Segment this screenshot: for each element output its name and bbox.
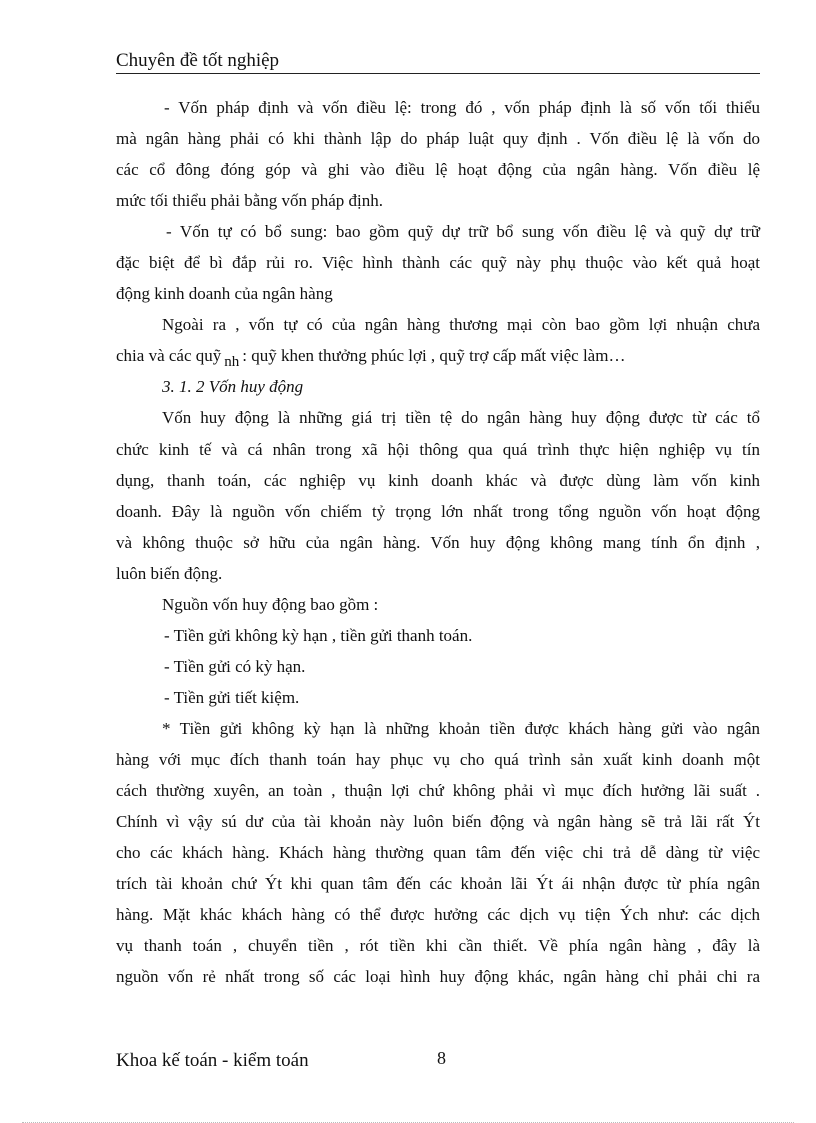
running-header: Chuyên đề tốt nghiệp	[116, 50, 280, 71]
list-item: - Tiền gửi có kỳ hạn.	[164, 656, 306, 676]
paragraph-line: mà ngân hàng phải có khi thành lập do pháp luật quy định . Vốn điều lệ là vốn do	[116, 129, 760, 149]
paragraph-line: dụng, thanh toán, các nghiệp vụ kinh doanh khác và được dùng làm vốn kinh	[116, 470, 760, 490]
paragraph-line: - Vốn tự có bổ sung: bao gồm quỹ dự trữ bổ sung vốn điều lệ và quỹ dự trữ	[166, 222, 760, 242]
line-text: : quỹ khen thưởng phúc lợi , quỹ trợ cấp mất việc làm…	[242, 346, 626, 366]
paragraph-line: đặc biệt để bì đắp rủi ro. Việc hình thành các quỹ này phụ thuộc vào kết quả hoạt	[116, 253, 760, 273]
paragraph-line: - Vốn pháp định và vốn điều lệ: trong đó , vốn pháp định là số vốn tối thiểu	[164, 98, 760, 117]
footer-department: Khoa kế toán - kiểm toán	[116, 1050, 309, 1071]
document-body	[116, 92, 760, 992]
paragraph-line: và không thuộc sở hữu của ngân hàng. Vốn huy động không mang tính ổn định ,	[116, 532, 760, 552]
section-heading: 3. 1. 2 Vốn huy động	[162, 377, 304, 397]
paragraph-line: Vốn huy động là những giá trị tiền tệ do ngân hàng huy động được từ các tổ	[162, 408, 760, 428]
paragraph-line: Chính vì vậy sú dư của tài khoản này luôn biến động và ngân hàng sẽ trả lãi rất Ýt	[116, 812, 760, 832]
paragraph-line: cách thường xuyên, an toàn , thuận lợi chứ không phải vì mục đích hưởng lãi suất .	[116, 781, 760, 801]
paragraph-line: động kinh doanh của ngân hàng	[116, 284, 333, 304]
paragraph-line: vụ thanh toán , chuyển tiền , rót tiền khi cần thiết. Về phía ngân hàng , đây là	[116, 936, 760, 956]
paragraph-line: * Tiền gửi không kỳ hạn là những khoản tiền được khách hàng gửi vào ngân	[162, 718, 760, 738]
line-text: chia và các quỹ	[116, 346, 222, 366]
paragraph-line: Ngoài ra , vốn tự có của ngân hàng thương mại còn bao gồm lợi nhuận chưa	[162, 315, 760, 335]
paragraph-line: luôn biến động.	[116, 563, 223, 583]
paragraph-line: các cổ đông đóng góp và ghi vào điều lệ hoạt động của ngân hàng. Vốn điều lệ	[116, 160, 760, 180]
paragraph-line: nguồn vốn rẻ nhất trong số các loại hình huy động khác, ngân hàng chỉ phải chi ra	[116, 967, 760, 987]
paragraph-line: cho các khách hàng. Khách hàng thường quan tâm đến việc chi trả dễ dàng từ việc	[116, 843, 760, 863]
subscript-text: nh	[224, 354, 240, 371]
header-divider	[116, 73, 760, 74]
list-item: - Tiền gửi không kỳ hạn , tiền gửi thanh toán.	[164, 625, 473, 645]
paragraph-line	[116, 340, 760, 371]
page-number: 8	[437, 1048, 446, 1068]
paragraph-line: chức kinh tế và cá nhân trong xã hội thông qua quá trình thực hiện nghiệp vụ tín	[116, 439, 760, 459]
paragraph-line: trích tài khoản chứ Ýt khi quan tâm đến các khoản lãi Ýt ái nhận được từ phía ngân	[116, 874, 760, 894]
paragraph-line: doanh. Đây là nguồn vốn chiếm tỷ trọng lớn nhất trong tổng nguồn vốn hoạt động	[116, 501, 760, 521]
paragraph-line: Nguồn vốn huy động bao gồm :	[162, 594, 379, 614]
paragraph-line: hàng với mục đích thanh toán hay phục vụ cho quá trình sản xuất kinh doanh một	[116, 749, 760, 769]
paragraph-line: mức tối thiểu phải bằng vốn pháp định.	[116, 191, 384, 211]
paragraph-line: hàng. Mặt khác khách hàng có thể được hưởng các dịch vụ tiện Ých như: các dịch	[116, 905, 760, 925]
list-item: - Tiền gửi tiết kiệm.	[164, 687, 300, 707]
